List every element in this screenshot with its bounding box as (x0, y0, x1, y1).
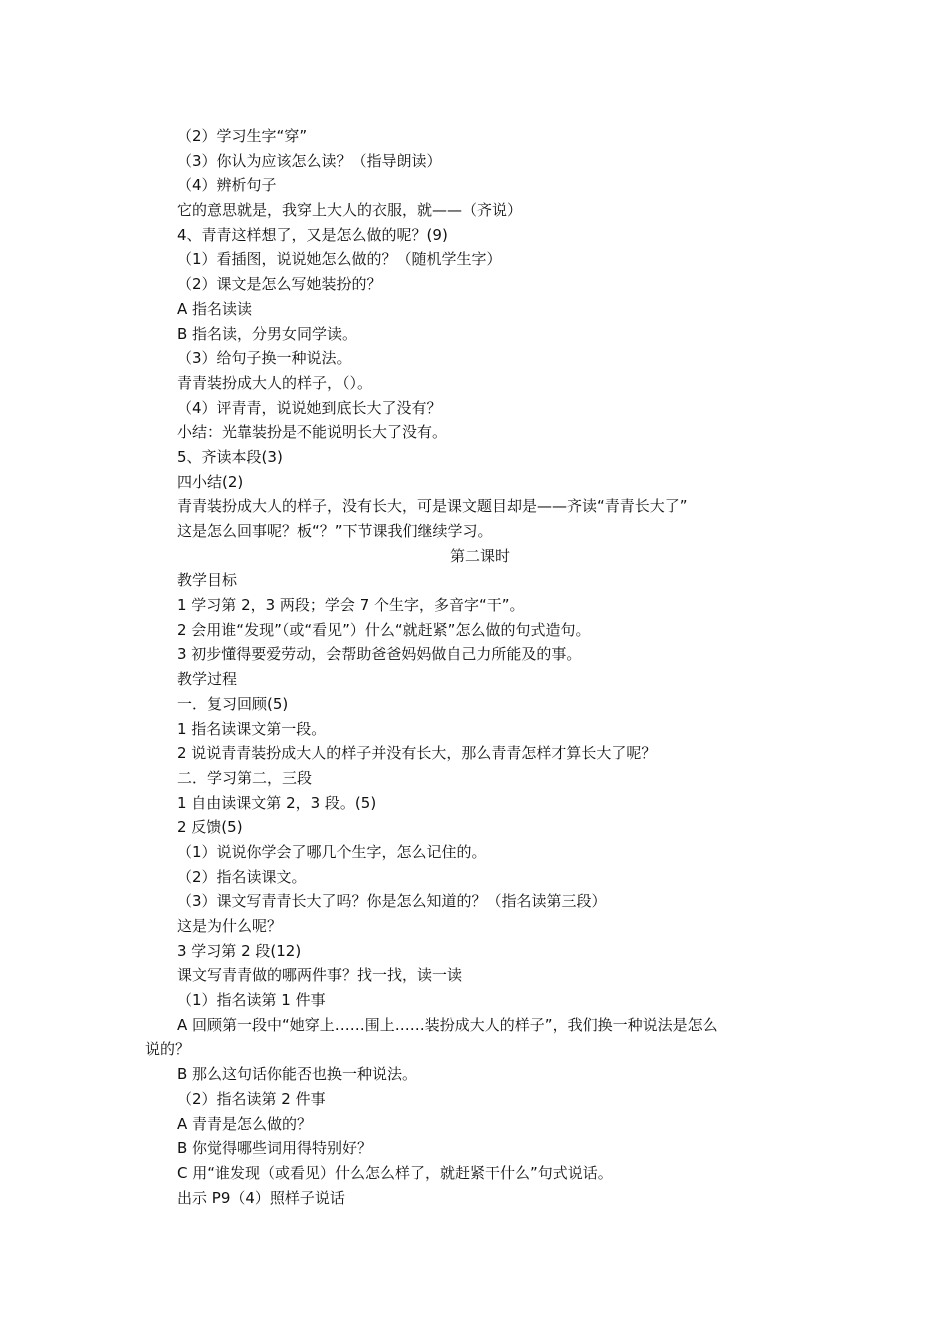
text-line: A 回顾第一段中“她穿上……围上……装扮成大人的样子”，我们换一种说法是怎么 (177, 1015, 718, 1034)
text-line: （4）评青青，说说她到底长大了没有？ (177, 398, 442, 417)
text-line: （3）你认为应该怎么读？（指导朗读） (177, 151, 442, 170)
text-line: 3 初步懂得要爱劳动，会帮助爸爸妈妈做自己力所能及的事。 (177, 645, 582, 664)
text-line: （2）学习生字“穿” (177, 127, 308, 145)
document-body (145, 124, 815, 1210)
text-line: （2）指名读第 2 件事 (177, 1089, 326, 1108)
text-line: 3 学习第 2 段(12) (177, 941, 302, 960)
text-line: 它的意思就是，我穿上大人的衣服，就——（齐说） (177, 201, 523, 220)
text-line: 1 学习第 2，3 两段；学会 7 个生字，多音字“干”。 (177, 596, 525, 615)
text-line: B 你觉得哪些词用得特别好？ (177, 1139, 373, 1158)
text-line: （1）说说你学会了哪几个生字，怎么记住的。 (177, 842, 487, 861)
text-line: （4）辨析句子 (177, 176, 277, 195)
text-line: 2 反馈(5) (177, 818, 243, 837)
text-line: （2）指名读课文。 (177, 867, 307, 886)
text-line: 出示 P9（4）照样子说话 (177, 1188, 345, 1207)
text-line: 教学目标 (177, 571, 238, 590)
text-line: 二．学习第二，三段 (177, 768, 313, 787)
text-line: 青青装扮成大人的样子，（）。 (177, 373, 373, 392)
text-line: 4、青青这样想了，又是怎么做的呢？(9) (177, 225, 448, 244)
text-line: 教学过程 (177, 670, 238, 689)
section-heading: 第二课时 (449, 546, 510, 565)
text-line: 2 会用谁“发现”（或“看见”）什么“就赶紧”怎么做的句式造句。 (177, 620, 591, 639)
text-line: 这是怎么回事呢？板“？”下节课我们继续学习。 (177, 522, 493, 540)
text-line: B 指名读，分男女同学读。 (177, 324, 358, 343)
text-line: 这是为什么呢？ (177, 917, 283, 935)
text-line: 1 自由读课文第 2，3 段。(5) (177, 793, 377, 812)
text-line-continuation: 说的？ (145, 1040, 191, 1059)
text-line: 一．复习回顾(5) (177, 694, 289, 713)
text-line: 2 说说青青装扮成大人的样子并没有长大，那么青青怎样才算长大了呢？ (177, 744, 657, 763)
text-line: （3）给句子换一种说法。 (177, 349, 352, 368)
text-line: C 用“谁发现（或看见）什么怎么样了，就赶紧干什么”句式说话。 (177, 1163, 613, 1182)
text-line: A 青青是怎么做的？ (177, 1114, 313, 1133)
text-line: 课文写青青做的哪两件事？找一找，读一读 (177, 966, 463, 985)
text-line: B 那么这句话你能否也换一种说法。 (177, 1065, 418, 1084)
text-line: （1）看插图，说说她怎么做的？（随机学生字） (177, 250, 502, 269)
text-line: 青青装扮成大人的样子，没有长大，可是课文题目却是——齐读“青青长大了” (177, 497, 688, 516)
text-line: 5、齐读本段(3) (177, 447, 283, 466)
text-line: （2）课文是怎么写她装扮的？ (177, 275, 382, 294)
text-line: 1 指名读课文第一段。 (177, 719, 327, 738)
text-line: 四小结(2) (177, 472, 244, 491)
text-line: （3）课文写青青长大了吗？你是怎么知道的？（指名读第三段） (177, 892, 607, 911)
text-line: A 指名读读 (177, 299, 253, 318)
text-line: 小结：光靠装扮是不能说明长大了没有。 (177, 423, 448, 442)
text-line: （1）指名读第 1 件事 (177, 991, 326, 1010)
